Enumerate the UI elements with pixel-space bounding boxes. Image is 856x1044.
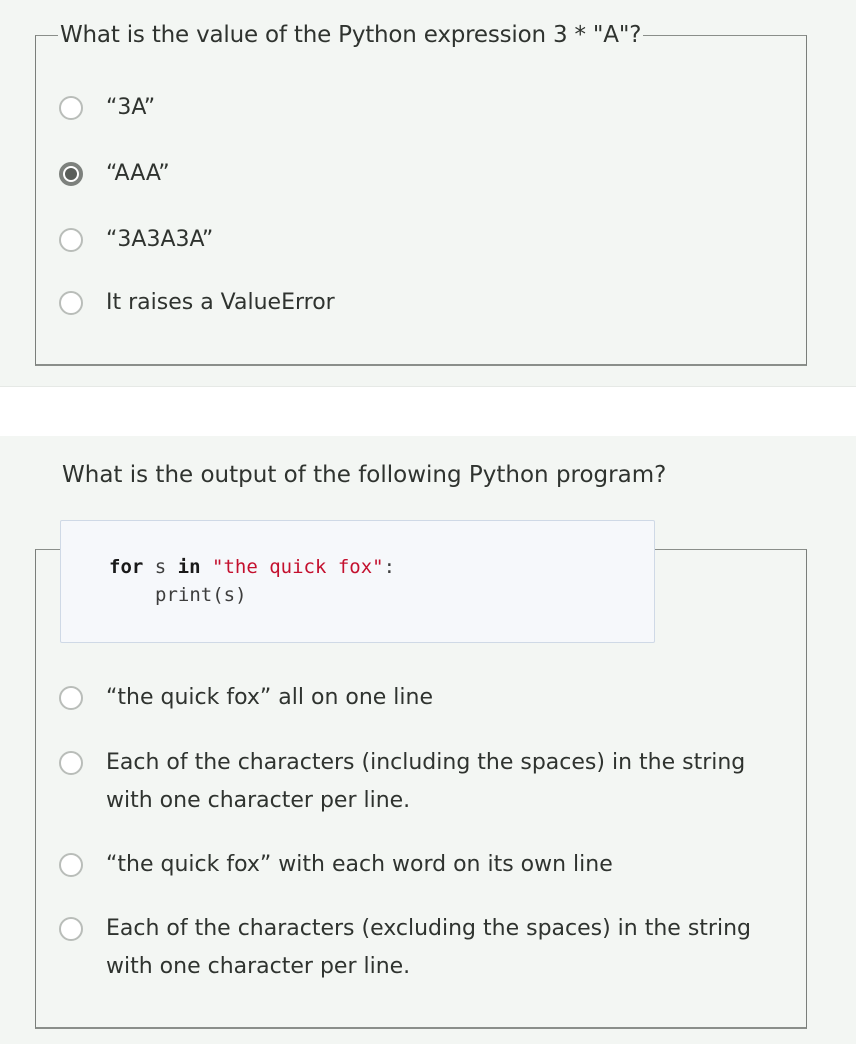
option-label-line-2: with one character per line. (106, 788, 411, 813)
code-line-1 (109, 553, 654, 581)
radio-button-selected[interactable] (59, 162, 83, 186)
radio-button[interactable] (59, 917, 83, 941)
code-colon: : (383, 556, 396, 578)
code-space (201, 556, 212, 578)
radio-button[interactable] (59, 228, 83, 252)
question-2-text: What is the output of the following Python program? (62, 462, 667, 488)
option-label: It raises a ValueError (106, 290, 335, 315)
panel-divider (0, 386, 856, 437)
question-1-text: What is the value of the Python expression 3 * "A"? (60, 22, 642, 48)
option-label-line-1: Each of the characters (excluding the spaces) in the string (106, 916, 751, 941)
code-line-2: print(s) (155, 584, 247, 606)
radio-button[interactable] (59, 96, 83, 120)
question-1-panel (0, 0, 856, 386)
code-string: "the quick fox" (212, 556, 384, 578)
radio-button[interactable] (59, 686, 83, 710)
option-label-line-2: with one character per line. (106, 954, 411, 979)
option-label-line-1: Each of the characters (including the spaces) in the string (106, 750, 746, 775)
radio-button[interactable] (59, 751, 83, 775)
option-label: “the quick fox” all on one line (106, 685, 434, 710)
radio-button[interactable] (59, 291, 83, 315)
code-keyword-for: for (109, 556, 144, 578)
code-keyword-in: in (177, 556, 201, 578)
radio-button[interactable] (59, 853, 83, 877)
option-label: “3A3A3A” (106, 227, 214, 252)
code-block (60, 520, 655, 643)
option-label: “3A” (106, 95, 156, 120)
code-variable: s (143, 556, 178, 578)
question-2-panel (0, 436, 856, 1044)
option-label: “AAA” (106, 161, 170, 186)
option-label: “the quick fox” with each word on its own line (106, 852, 613, 877)
